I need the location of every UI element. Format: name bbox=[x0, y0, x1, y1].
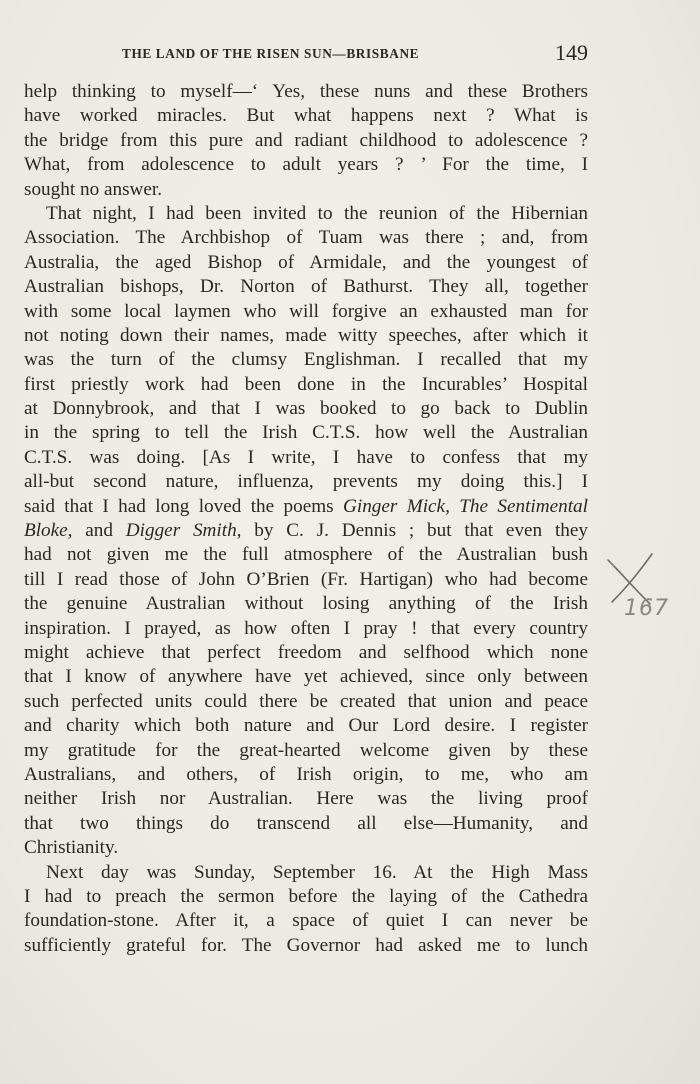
text-line: had not given me the full atmosphere of the Australian bush bbox=[24, 544, 588, 566]
text-line: the genuine Australian without losing anything of the Irish bbox=[24, 593, 588, 615]
poem-title: Bloke, bbox=[24, 520, 73, 542]
poem-title: The Sentimental bbox=[459, 495, 588, 517]
page-number: 149 bbox=[555, 40, 588, 65]
text-line: not noting down their names, made witty speeches, after which it bbox=[24, 324, 588, 346]
text-line: with some local laymen who will forgive an exhausted man for bbox=[24, 300, 588, 322]
page-header bbox=[24, 40, 588, 80]
text-line: Australia, the aged Bishop of Armidale, and the youngest of bbox=[24, 251, 588, 273]
text-line: sought no answer. bbox=[24, 178, 163, 200]
text-line: inspiration. I prayed, as how often I pray ! that every country bbox=[24, 617, 588, 639]
text-line: Next day was Sunday, September 16. At the High Mass bbox=[46, 861, 588, 883]
text-line: that two things do transcend all else—Humanity, and bbox=[24, 812, 588, 834]
text-line: was the turn of the clumsy Englishman. I recalled that my bbox=[24, 349, 588, 371]
margin-marks bbox=[600, 540, 690, 690]
poem-title: Digger Smith, bbox=[125, 520, 242, 542]
text-line: Association. The Archbishop of Tuam was there ; and, from bbox=[24, 227, 588, 249]
text-line: foundation-stone. After it, a space of quiet I can never be bbox=[24, 910, 588, 932]
text-line: Christianity. bbox=[24, 837, 119, 859]
text-line: C.T.S. was doing. [As I write, I have to confess that my bbox=[24, 446, 588, 468]
text-line: till I read those of John O’Brien (Fr. Hartigan) who had become bbox=[24, 568, 588, 590]
text-line: might achieve that perfect freedom and selfhood which none bbox=[24, 641, 588, 663]
text-line: neither Irish nor Australian. Here was the living proof bbox=[24, 788, 588, 810]
text-line: such perfected units could there be created that union and peace bbox=[24, 690, 588, 712]
text-line: sufficiently grateful for. The Governor had asked me to lunch bbox=[24, 934, 588, 956]
text-line: That night, I had been invited to the reunion of the Hibernian bbox=[46, 202, 588, 224]
text-line: I had to preach the sermon before the laying of the Cathedra bbox=[24, 885, 588, 907]
text-line: and charity which both nature and Our Lord desire. I register bbox=[24, 715, 588, 737]
poem-title: Ginger Mick, bbox=[343, 495, 450, 517]
text-line: Australians, and others, of Irish origin, to me, who am bbox=[24, 763, 588, 785]
text-line: the bridge from this pure and radiant childhood to adolescence ? bbox=[24, 129, 588, 151]
running-head: THE LAND OF THE RISEN SUN—BRISBANE bbox=[122, 46, 420, 61]
text-line: all-but second nature, influenza, prevents my doing this.] I bbox=[24, 471, 588, 493]
text-line: in the spring to tell the Irish C.T.S. how well the Australian bbox=[24, 422, 588, 444]
text-line: my gratitude for the great-hearted welcome given by these bbox=[24, 739, 588, 761]
margin-note: 167 bbox=[624, 596, 669, 621]
text-line: Bloke, and Digger Smith, by C. J. Dennis ; but that even they bbox=[24, 520, 588, 542]
text-line: help thinking to myself—‘ Yes, these nuns and these Brothers bbox=[24, 81, 588, 102]
text-line: Australian bishops, Dr. Norton of Bathurst. They all, together bbox=[24, 276, 588, 298]
text-line: said that I had long loved the poems Ginger Mick, The Sentimental bbox=[24, 495, 588, 517]
text-line: that I know of anywhere have yet achieved, since only between bbox=[24, 666, 588, 688]
text-line: have worked miracles. But what happens next ? What is bbox=[24, 105, 588, 127]
text-line: at Donnybrook, and that I was booked to go back to Dublin bbox=[24, 398, 588, 420]
body-text bbox=[24, 80, 588, 958]
text-line: What, from adolescence to adult years ? ’ For the time, I bbox=[24, 154, 588, 176]
text-line: first priestly work had been done in the Incurables’ Hospital bbox=[24, 373, 588, 395]
